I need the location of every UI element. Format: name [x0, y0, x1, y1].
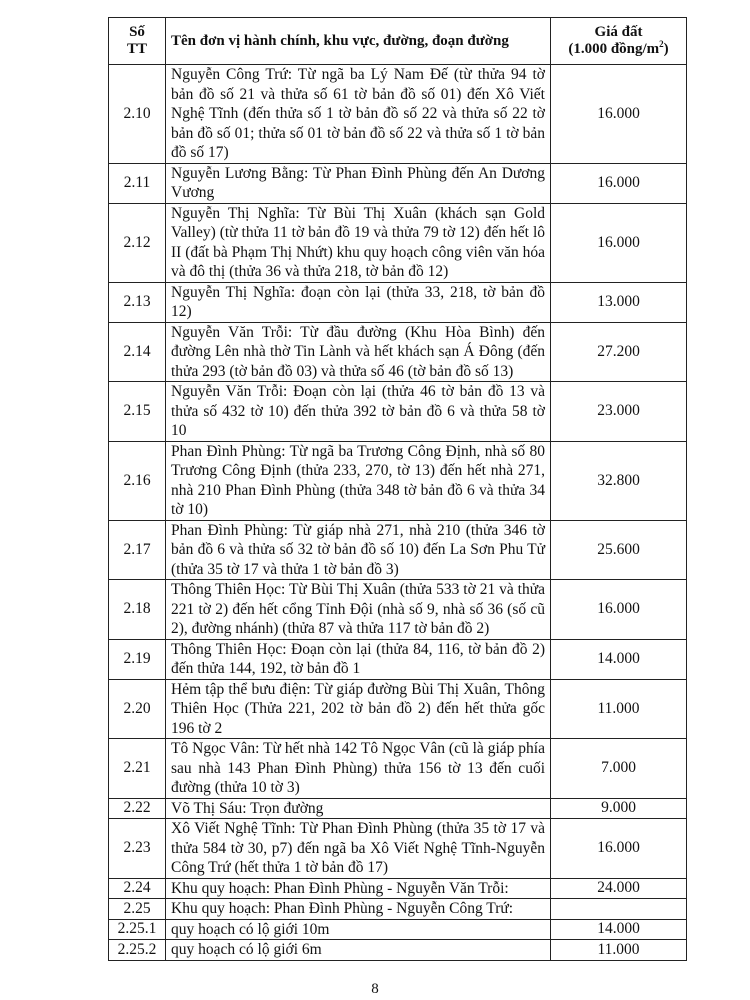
row-price: 27.200: [551, 322, 687, 382]
table-row: [109, 520, 687, 580]
row-price: 16.000: [551, 163, 687, 203]
row-number: 2.25: [109, 899, 166, 920]
row-price: [551, 899, 687, 920]
table-row: [109, 203, 687, 282]
table-row: [109, 639, 687, 679]
row-price: 25.600: [551, 520, 687, 580]
row-description: Tô Ngọc Vân: Từ hết nhà 142 Tô Ngọc Vân (cũ là giáp phía sau nhà 143 Phan Đình Phùng) thửa 156 tờ 13 đến cuối đường (thửa 10 tờ 3): [166, 739, 551, 799]
row-description: Khu quy hoạch: Phan Đình Phùng - Nguyễn Công Trứ:: [166, 899, 551, 920]
table-row: [109, 163, 687, 203]
table-row: [109, 382, 687, 442]
row-price: 23.000: [551, 382, 687, 442]
row-description: Nguyễn Thị Nghĩa: Từ Bùi Thị Xuân (khách sạn Gold Valley) (từ thửa 11 tờ bản đồ 19 và thửa 79 tờ 12) đến hết lô II (đất bà Phạm Thị Nhứt) khu quy hoạch công viên văn hóa và đô thị (thửa 36 và thửa 218, tờ bản đồ 12): [166, 203, 551, 282]
row-description: Khu quy hoạch: Phan Đình Phùng - Nguyễn Văn Trỗi:: [166, 878, 551, 899]
row-description: Nguyễn Công Trứ: Từ ngã ba Lý Nam Đế (từ thửa 94 tờ bản đồ số 21 và thửa số 61 tờ bản đồ số 01) đến Xô Viết Nghệ Tĩnh (đến thửa số 1 tờ bản đồ số 22 và thửa số 22 tờ bản đồ số 01; thửa số 01 tờ bản đồ số 22 và thửa số 1 tờ bản đồ số 17): [166, 65, 551, 164]
table-row: [109, 878, 687, 899]
table-row: [109, 919, 687, 940]
row-number: 2.10: [109, 65, 166, 164]
header-price-unit-close: ): [663, 41, 669, 57]
row-description: quy hoạch có lộ giới 6m: [166, 940, 551, 961]
header-number-line1: Số: [129, 24, 145, 40]
row-number: 2.20: [109, 679, 166, 739]
header-price-line1: Giá đất: [594, 24, 643, 40]
row-number: 2.23: [109, 819, 166, 879]
row-number: 2.14: [109, 322, 166, 382]
row-number: 2.11: [109, 163, 166, 203]
table-row: [109, 798, 687, 819]
row-price: 11.000: [551, 940, 687, 961]
table-row: [109, 65, 687, 164]
row-number: 2.21: [109, 739, 166, 799]
row-description: Xô Viết Nghệ Tĩnh: Từ Phan Đình Phùng (thửa 35 tờ 17 và thửa 584 tờ 30, p7) đến ngã ba Xô Viết Nghệ Tĩnh-Nguyễn Công Trứ (hết thửa 1 tờ bản đồ 17): [166, 819, 551, 879]
row-number: 2.18: [109, 580, 166, 640]
row-description: Võ Thị Sáu: Trọn đường: [166, 798, 551, 819]
header-number-line2: TT: [126, 41, 147, 57]
row-description: Nguyễn Văn Trỗi: Đoạn còn lại (thửa 46 tờ bản đồ 13 và thửa số 432 tờ 10) đến thửa 392 tờ bản đồ 6 và thửa 58 tờ 10: [166, 382, 551, 442]
row-number: 2.22: [109, 798, 166, 819]
header-price-unit-sup: 2: [659, 39, 664, 49]
row-description: Nguyễn Thị Nghĩa: đoạn còn lại (thửa 33, 218, tờ bản đồ 12): [166, 282, 551, 322]
row-number: 2.16: [109, 441, 166, 520]
row-description: quy hoạch có lộ giới 10m: [166, 919, 551, 940]
header-price: [551, 18, 687, 65]
row-number: 2.25.1: [109, 919, 166, 940]
land-price-table: [108, 17, 687, 961]
row-price: 13.000: [551, 282, 687, 322]
header-number: [109, 18, 166, 65]
row-price: 14.000: [551, 639, 687, 679]
header-price-unit: (1.000 đồng/m: [568, 41, 660, 57]
row-description: Nguyễn Lương Bằng: Từ Phan Đình Phùng đến An Dương Vương: [166, 163, 551, 203]
table-row: [109, 679, 687, 739]
row-price: 16.000: [551, 65, 687, 164]
row-price: 16.000: [551, 580, 687, 640]
table-row: [109, 322, 687, 382]
row-price: 24.000: [551, 878, 687, 899]
row-number: 2.12: [109, 203, 166, 282]
row-description: Phan Đình Phùng: Từ ngã ba Trương Công Định, nhà số 80 Trương Công Định (thửa 233, 270, tờ 13) đến hết nhà 271, nhà 210 Phan Đình Phùng (thửa 348 tờ bản đồ 6 và thửa 34 tờ 10): [166, 441, 551, 520]
row-number: 2.13: [109, 282, 166, 322]
row-number: 2.15: [109, 382, 166, 442]
header-name: Tên đơn vị hành chính, khu vực, đường, đoạn đường: [166, 18, 551, 65]
table-row: [109, 580, 687, 640]
row-price: 32.800: [551, 441, 687, 520]
row-description: Hẻm tập thể bưu điện: Từ giáp đường Bùi Thị Xuân, Thông Thiên Học (Thửa 221, 202 tờ bản đồ 2) đến hết thửa gốc 196 tờ 2: [166, 679, 551, 739]
row-number: 2.25.2: [109, 940, 166, 961]
page-number: 8: [371, 981, 379, 997]
row-number: 2.19: [109, 639, 166, 679]
table-row: [109, 739, 687, 799]
row-price: 16.000: [551, 819, 687, 879]
row-price: 11.000: [551, 679, 687, 739]
table-row: [109, 899, 687, 920]
row-description: Thông Thiên Học: Đoạn còn lại (thửa 84, 116, tờ bản đồ 2) đến thửa 144, 192, tờ bản đồ 1: [166, 639, 551, 679]
table-row: [109, 940, 687, 961]
table-row: [109, 441, 687, 520]
row-description: Phan Đình Phùng: Từ giáp nhà 271, nhà 210 (thửa 346 tờ bản đồ 6 và thửa số 32 tờ bản đồ số 10) đến La Sơn Phu Tử (thửa 35 tờ 17 và thửa 1 tờ bản đồ 3): [166, 520, 551, 580]
row-description: Thông Thiên Học: Từ Bùi Thị Xuân (thửa 533 tờ 21 và thửa 221 tờ 2) đến hết cổng Tỉnh Đội (nhà số 9, nhà số 36 (số cũ 2), đường nhánh) (thửa 87 và thửa 117 tờ bản đồ 2): [166, 580, 551, 640]
table-body: [109, 65, 687, 961]
row-price: 14.000: [551, 919, 687, 940]
row-number: 2.24: [109, 878, 166, 899]
table-row: [109, 282, 687, 322]
row-price: 7.000: [551, 739, 687, 799]
table-row: [109, 819, 687, 879]
row-description: Nguyễn Văn Trỗi: Từ đầu đường (Khu Hòa Bình) đến đường Lên nhà thờ Tin Lành và hết khách sạn Á Đông (đến thửa 293 (tờ bản đồ 03) và thửa số 46 (tờ bản đồ số 13): [166, 322, 551, 382]
table-header-row: [109, 18, 687, 65]
row-price: 16.000: [551, 203, 687, 282]
row-number: 2.17: [109, 520, 166, 580]
header-price-line2: [556, 41, 681, 58]
row-price: 9.000: [551, 798, 687, 819]
